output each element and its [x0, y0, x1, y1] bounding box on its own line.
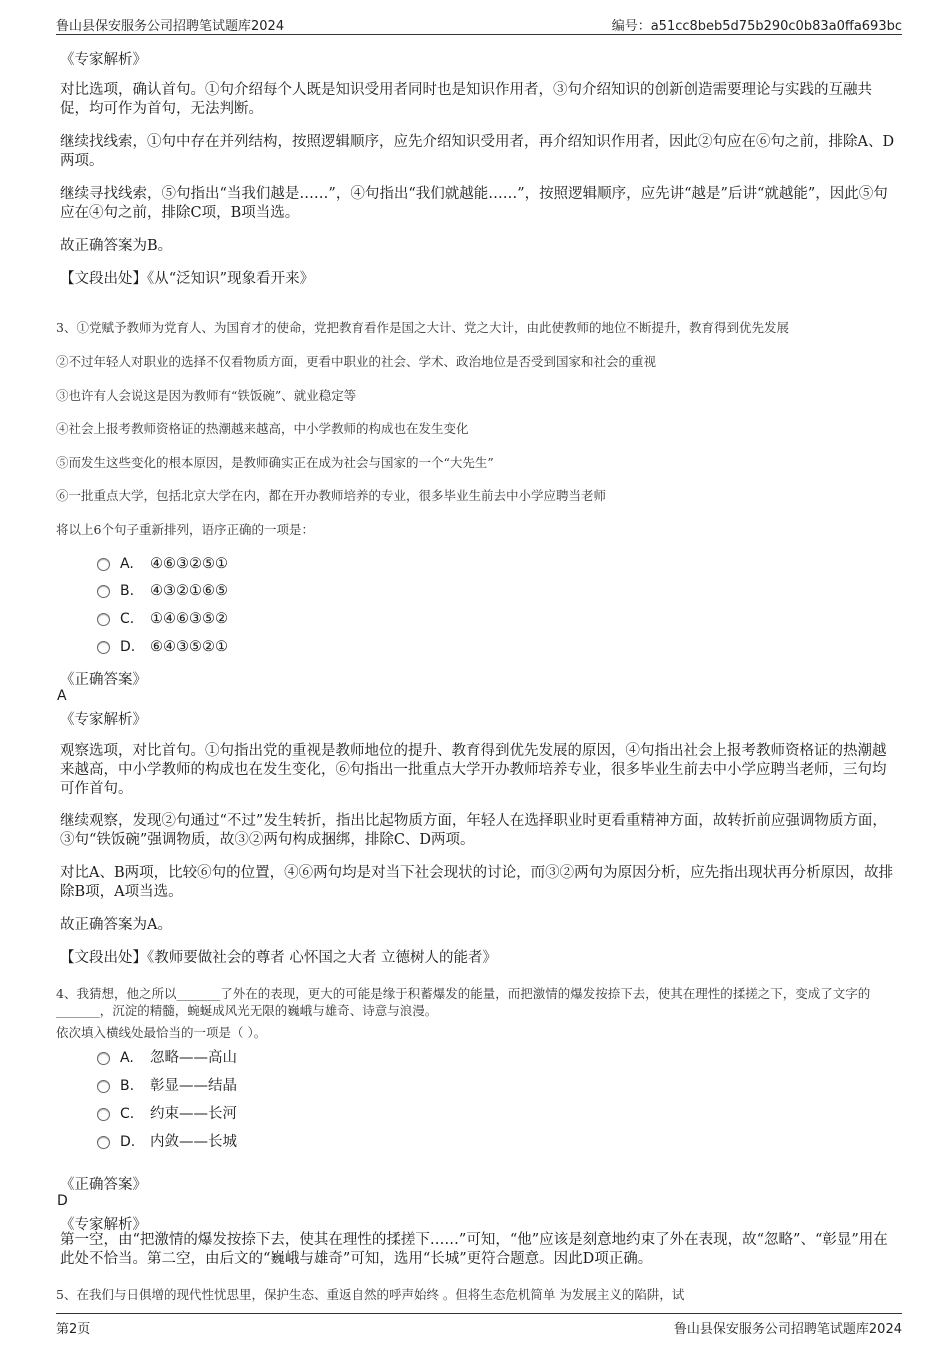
q4-option-c[interactable]: C. 约束——长河: [97, 1102, 237, 1123]
prev-analysis-label: 《专家解析》: [60, 52, 147, 68]
header-doc-id: 编号：a51cc8beb5d75b290c0b83a0ffa693bc: [611, 19, 902, 34]
prev-analysis-para-3: 继续寻找线索，⑤句指出“当我们越是……”，④句指出“我们就越能……”，按照逻辑顺序，应先讲“越是”后讲“就越能”，因此⑤句应在④句之前，排除C项，B项当选。: [60, 186, 888, 221]
radio-icon[interactable]: [97, 1080, 110, 1093]
q4-analysis-label: 《专家解析》: [60, 1217, 147, 1233]
q3-source: 【文段出处】《教师要做社会的尊者 心怀国之大者 立德树人的能者》: [60, 950, 497, 966]
radio-icon[interactable]: [97, 641, 110, 654]
q4-option-a[interactable]: A. 忽略——高山: [97, 1046, 237, 1067]
q4-prompt: 依次填入横线处最恰当的一项是（ ）。: [56, 1025, 267, 1040]
prev-analysis-para-1: 对比选项，确认首句。①句介绍每个人既是知识受用者同时也是知识作用者，③句介绍知识的创新创造需要理论与实践的互融共促，均可作为首句，无法判断。: [60, 82, 872, 117]
prev-conclusion: 故正确答案为B。: [60, 238, 173, 254]
q3-option-b[interactable]: B. ④③②①⑥⑤: [97, 583, 228, 599]
radio-icon[interactable]: [97, 1052, 110, 1065]
q3-option-d[interactable]: D. ⑥④③⑤②①: [97, 639, 228, 655]
radio-icon[interactable]: [97, 558, 110, 571]
page-footer: [56, 1313, 902, 1336]
q3-prompt: 将以上6个句子重新排列，语序正确的一项是：: [56, 522, 314, 537]
q4-option-b[interactable]: B. 彰显——结晶: [97, 1074, 237, 1095]
q3-sentence-2: ②不过年轻人对职业的选择不仅看物质方面，更看中职业的社会、学术、政治地位是否受到国家和社会的重视: [56, 354, 657, 369]
q4-analysis: 第一空，由“把激情的爆发按捺下去，使其在理性的揉搓下……”可知，“他”应该是刻意地约束了外在表现，故“忽略”、“彰显”用在此处不恰当。第二空，由后文的“巍峨与雄奇”可知，选用“长城”更符合题意。因此D项正确。: [60, 1232, 888, 1267]
q3-analysis-para-2: 继续观察，发现②句通过“不过”发生转折，指出比起物质方面，年轻人在选择职业时更看重精神方面，故转折前应强调物质方面，③句“铁饭碗”强调物质，故③②两句构成捆绑，排除C、D两项。: [60, 813, 887, 848]
page-number: 第2页: [56, 1322, 91, 1337]
q3-sentence-4: ④社会上报考教师资格证的热潮越来越高，中小学教师的构成也在发生变化: [56, 421, 469, 436]
q3-sentence-5: ⑤而发生这些变化的根本原因，是教师确实正在成为社会与国家的一个“大先生”: [56, 455, 494, 470]
page-header: [56, 12, 902, 35]
radio-icon[interactable]: [97, 613, 110, 626]
q3-analysis-para-3: 对比A、B两项，比较⑥句的位置，④⑥两句均是对当下社会现状的讨论，而③②两句为原因分析，应先指出现状再分析原因，故排除B项，A项当选。: [60, 865, 894, 900]
radio-icon[interactable]: [97, 1108, 110, 1121]
prev-source: 【文段出处】《从“泛知识”现象看开来》: [60, 271, 315, 287]
q4-answer: D: [57, 1193, 68, 1209]
q3-analysis-para-1: 观察选项，对比首句。①句指出党的重视是教师地位的提升、教育得到优先发展的原因，④句指出社会上报考教师资格证的热潮越来越高，中小学教师的构成也在发生变化，⑥句指出一批重点大学开办教师培养专业，很多毕业生前去中小学应聘当老师，三句均可作首句。: [60, 743, 887, 797]
q3-sentence-6: ⑥一批重点大学，包括北京大学在内，都在开办教师培养的专业，很多毕业生前去中小学应聘当老师: [56, 488, 607, 503]
q5-stem: 5、在我们与日俱增的现代性忧思里，保护生态、重返自然的呼声始终 。但将生态危机简单 为发展主义的陷阱，试: [56, 1287, 685, 1302]
q4-stem: 4、我猜想，他之所以_______了外在的表现，更大的可能是缘于积蓄爆发的能量，而把激情的爆发按捺下去，使其在理性的揉搓之下，变成了文字的_______，沉淀的精髓，蜿蜒成风光无限的巍峨与雄奇、诗意与浪漫。: [56, 986, 871, 1018]
radio-icon[interactable]: [97, 585, 110, 598]
q3-answer: A: [57, 688, 67, 704]
q4-option-d[interactable]: D. 内敛——长城: [97, 1130, 237, 1151]
header-title: 鲁山县保安服务公司招聘笔试题库2024: [56, 19, 285, 34]
q3-sentence-3: ③也许有人会说这是因为教师有“铁饭碗”、就业稳定等: [56, 388, 357, 403]
q3-option-a[interactable]: A. ④⑥③②⑤①: [97, 556, 228, 572]
footer-title: 鲁山县保安服务公司招聘笔试题库2024: [673, 1322, 902, 1337]
q3-analysis-label: 《专家解析》: [60, 712, 147, 728]
q3-conclusion: 故正确答案为A。: [60, 917, 172, 933]
q4-answer-label: 《正确答案》: [60, 1177, 147, 1193]
q3-sentence-1: 3、①党赋予教师为党育人、为国育才的使命，党把教育看作是国之大计、党之大计，由此使教师的地位不断提升，教育得到优先发展: [56, 320, 789, 335]
q3-option-c[interactable]: C. ①④⑥③⑤②: [97, 611, 228, 627]
radio-icon[interactable]: [97, 1136, 110, 1149]
q3-answer-label: 《正确答案》: [60, 672, 147, 688]
prev-analysis-para-2: 继续找线索，①句中存在并列结构，按照逻辑顺序，应先介绍知识受用者，再介绍知识作用者，因此②句应在⑥句之前，排除A、D两项。: [60, 134, 895, 169]
